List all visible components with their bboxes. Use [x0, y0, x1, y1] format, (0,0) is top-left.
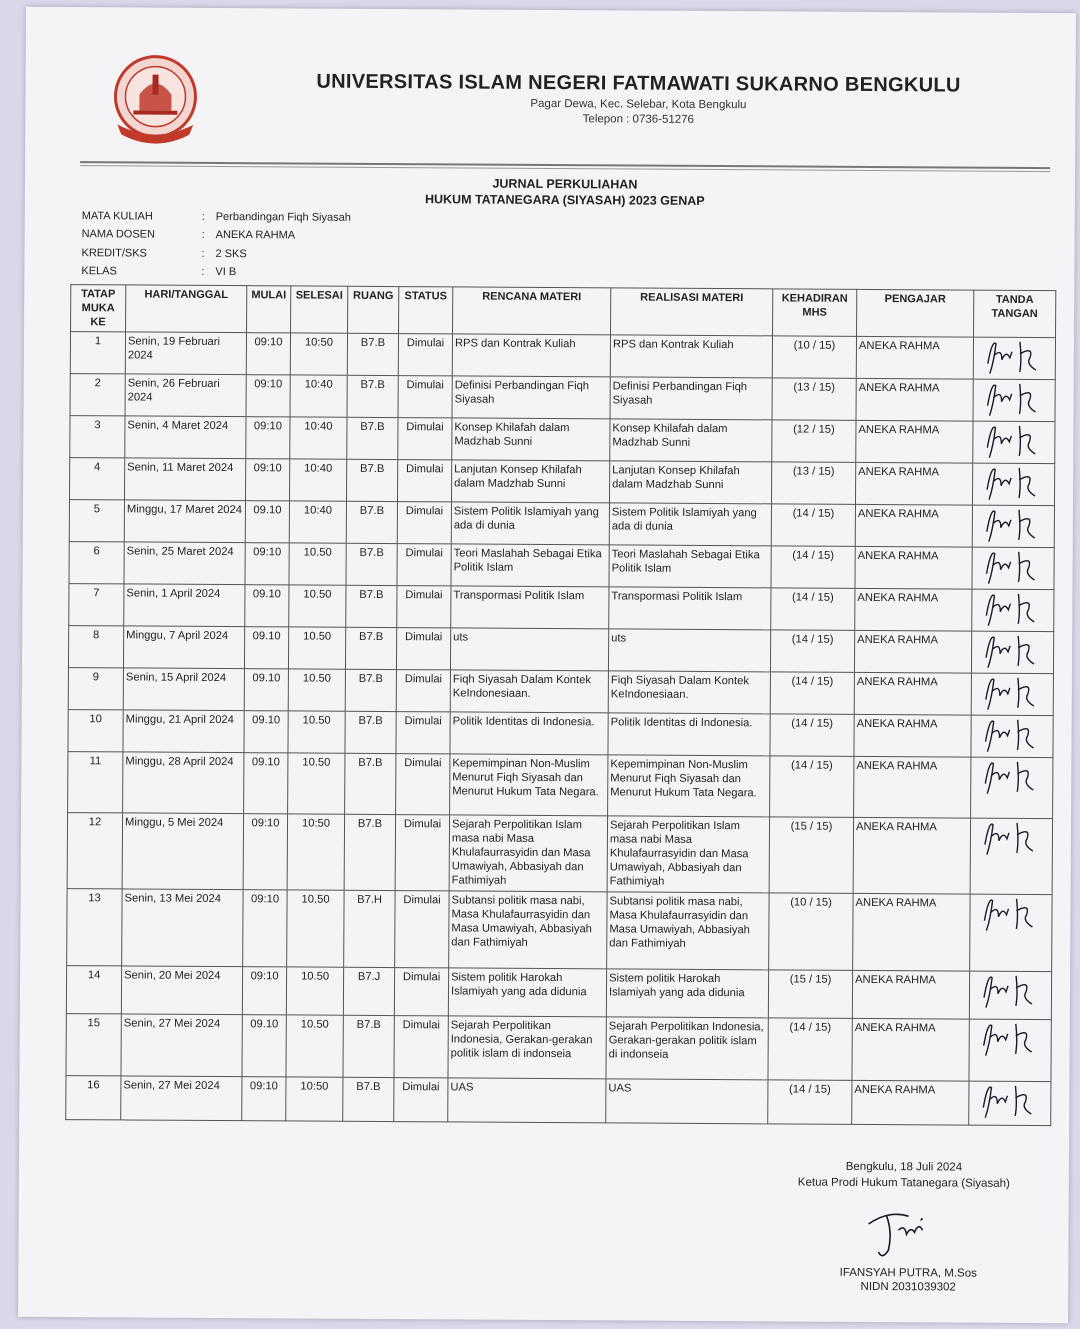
- attendance-cell: (15 / 15): [769, 817, 853, 894]
- planned-material-cell: Sistem politik Harokah Islamiyah yang ada didunia: [448, 968, 606, 1017]
- table-row: [68, 710, 1053, 758]
- room-cell: B7.H: [344, 890, 395, 967]
- status-cell: Dimulai: [397, 544, 451, 586]
- signature-icon: [975, 1078, 1045, 1122]
- planned-material-cell: RPS dan Kontrak Kuliah: [452, 334, 610, 377]
- realized-material-cell: uts: [608, 629, 770, 672]
- lecturer-cell: ANEKA RAHMA: [854, 756, 971, 818]
- status-cell: Dimulai: [397, 586, 451, 628]
- realized-material-cell: Fiqh Siyasah Dalam Kontek KeIndonesiaan.: [608, 671, 770, 714]
- signature-cell: [969, 1019, 1051, 1081]
- meeting-number-cell: 9: [68, 668, 123, 710]
- attendance-cell: (10 / 15): [772, 336, 856, 379]
- start-time-cell: 09:10: [246, 375, 290, 417]
- realized-material-cell: Politik Identitas di Indonesia.: [608, 713, 770, 756]
- attendance-cell: (14 / 15): [770, 756, 854, 818]
- start-time-cell: 09:10: [246, 417, 290, 459]
- signature-icon: [979, 418, 1049, 462]
- start-time-cell: 09:10: [246, 333, 290, 375]
- signature-icon: [977, 754, 1047, 798]
- meeting-date-cell: Senin, 4 Maret 2024: [125, 416, 246, 459]
- end-time-cell: 10.50: [286, 967, 343, 1015]
- lecturer-cell: ANEKA RAHMA: [853, 893, 970, 971]
- meeting-date-cell: Senin, 27 Mei 2024: [121, 1076, 242, 1121]
- room-cell: B7.B: [345, 711, 396, 753]
- table-header-row: [71, 285, 1056, 338]
- document-title: JURNAL PERKULIAHAN: [492, 176, 638, 192]
- status-cell: Dimulai: [396, 754, 450, 815]
- realized-material-cell: Sejarah Perpolitikan Indonesia, Gerakan-gerakan politik islam di indonseia: [606, 1017, 768, 1080]
- end-time-cell: 10.50: [288, 627, 345, 669]
- start-time-cell: 09:10: [245, 543, 289, 585]
- room-cell: B7.B: [347, 375, 398, 417]
- lecturer-cell: ANEKA RAHMA: [855, 546, 972, 589]
- col-header: RENCANA MATERI: [453, 287, 611, 335]
- course-info-row: KREDIT/SKS : 2 SKS: [81, 246, 247, 260]
- meeting-date-cell: Senin, 15 April 2024: [123, 668, 244, 711]
- room-cell: B7.B: [346, 543, 397, 585]
- realized-material-cell: RPS dan Kontrak Kuliah: [610, 335, 772, 378]
- planned-material-cell: Sistem Politik Islamiyah yang ada di dunia: [451, 502, 609, 545]
- planned-material-cell: Transpormasi Politik Islam: [451, 586, 609, 629]
- end-time-cell: 10.50: [289, 585, 346, 627]
- room-cell: B7.B: [346, 585, 397, 627]
- col-header: TATAP MUKA KE: [71, 285, 126, 332]
- table-row: [66, 1014, 1051, 1082]
- meeting-number-cell: 1: [70, 332, 125, 374]
- head-signature-icon: [858, 1202, 948, 1265]
- realized-material-cell: UAS: [606, 1079, 768, 1124]
- meeting-number-cell: 12: [67, 813, 122, 889]
- start-time-cell: 09.10: [242, 1015, 286, 1077]
- planned-material-cell: Konsep Khilafah dalam Madzhab Sunni: [452, 418, 610, 461]
- end-time-cell: 10.50: [289, 543, 346, 585]
- planned-material-cell: uts: [450, 628, 608, 671]
- attendance-cell: (10 / 15): [769, 893, 853, 971]
- course-info-row: NAMA DOSEN : ANEKA RAHMA: [81, 228, 296, 242]
- signature-cell: [972, 547, 1054, 590]
- end-time-cell: 10:40: [290, 375, 347, 417]
- start-time-cell: 09.10: [244, 753, 288, 814]
- planned-material-cell: Politik Identitas di Indonesia.: [450, 712, 608, 755]
- university-name: UNIVERSITAS ISLAM NEGERI FATMAWATI SUKARNO BENGKULU: [316, 70, 961, 97]
- start-time-cell: 09:10: [242, 1077, 286, 1121]
- table-row: [70, 374, 1055, 422]
- signature-cell: [973, 421, 1055, 464]
- col-header: KEHADIRAN MHS: [773, 289, 857, 337]
- attendance-cell: (14 / 15): [771, 546, 855, 589]
- planned-material-cell: Definisi Perbandingan Fiqh Siyasah: [452, 376, 610, 419]
- signature-icon: [977, 712, 1047, 756]
- start-time-cell: 09.10: [244, 711, 288, 753]
- col-header: REALISASI MATERI: [611, 288, 773, 336]
- col-header: MULAI: [247, 286, 291, 333]
- planned-material-cell: Lanjutan Konsep Khilafah dalam Madzhab Sunni: [451, 460, 609, 503]
- signature-cell: [971, 757, 1053, 818]
- meeting-date-cell: Senin, 27 Mei 2024: [121, 1014, 242, 1077]
- lecturer-cell: ANEKA RAHMA: [855, 588, 972, 631]
- lecturer-cell: ANEKA RAHMA: [856, 336, 973, 379]
- signature-cell: [973, 337, 1055, 380]
- signature-cell: [970, 818, 1052, 894]
- status-cell: Dimulai: [396, 670, 450, 712]
- status-cell: Dimulai: [394, 1016, 448, 1078]
- meeting-date-cell: Senin, 26 Februari 2024: [125, 374, 246, 417]
- end-time-cell: 10.50: [288, 753, 345, 814]
- meeting-number-cell: 6: [69, 542, 124, 584]
- signature-cell: [971, 715, 1053, 758]
- col-header: TANDA TANGAN: [974, 290, 1056, 338]
- signature-cell: [972, 505, 1054, 548]
- room-cell: B7.B: [347, 417, 398, 459]
- end-time-cell: 10.50: [288, 669, 345, 711]
- lecturer-cell: ANEKA RAHMA: [856, 378, 973, 421]
- signature-icon: [976, 891, 1046, 935]
- signature-icon: [977, 815, 1047, 859]
- table-row: [68, 626, 1053, 674]
- end-time-cell: 10:40: [289, 501, 346, 543]
- start-time-cell: 09.10: [245, 501, 289, 543]
- signature-cell: [969, 1081, 1051, 1126]
- university-logo-icon: [103, 54, 208, 147]
- realized-material-cell: Sistem politik Harokah Islamiyah yang ada didunia: [606, 969, 768, 1018]
- table-row: [70, 416, 1055, 464]
- meeting-number-cell: 7: [69, 584, 124, 626]
- attendance-cell: (14 / 15): [768, 1018, 852, 1081]
- meeting-date-cell: Minggu, 21 April 2024: [123, 710, 244, 753]
- meeting-date-cell: Minggu, 28 April 2024: [123, 752, 244, 814]
- lecturer-cell: ANEKA RAHMA: [855, 462, 972, 505]
- lecturer-cell: ANEKA RAHMA: [853, 817, 970, 894]
- signature-cell: [972, 589, 1054, 632]
- meeting-number-cell: 11: [68, 752, 123, 813]
- start-time-cell: 09.10: [244, 627, 288, 669]
- realized-material-cell: Kepemimpinan Non-Muslim Menurut Fiqh Siyasah dan Menurut Hukum Tata Negara.: [608, 755, 770, 817]
- journal-table: [65, 284, 1056, 1126]
- meeting-number-cell: 8: [68, 626, 123, 668]
- status-cell: Dimulai: [397, 502, 451, 544]
- status-cell: Dimulai: [396, 712, 450, 754]
- table-row: [66, 1076, 1051, 1126]
- realized-material-cell: Transpormasi Politik Islam: [609, 587, 771, 630]
- planned-material-cell: Teori Maslahah Sebagai Etika Politik Islam: [451, 544, 609, 587]
- realized-material-cell: Subtansi politik masa nabi, Masa Khulafaurrasyidin dan Masa Umawiyah, Abbasiyah dan Fathimiyah: [607, 892, 769, 970]
- meeting-number-cell: 14: [66, 966, 121, 1014]
- meeting-date-cell: Senin, 20 Mei 2024: [121, 966, 242, 1015]
- end-time-cell: 10.50: [287, 890, 344, 967]
- end-time-cell: 10.50: [286, 1015, 343, 1077]
- realized-material-cell: Sistem Politik Islamiyah yang ada di dunia: [609, 503, 771, 546]
- col-header: HARI/TANGGAL: [126, 285, 247, 333]
- signature-icon: [979, 460, 1049, 504]
- status-cell: Dimulai: [398, 418, 452, 460]
- status-cell: Dimulai: [394, 968, 448, 1016]
- signature-icon: [980, 376, 1050, 420]
- meeting-number-cell: 2: [70, 374, 125, 416]
- meeting-date-cell: Minggu, 17 Maret 2024: [124, 500, 245, 543]
- planned-material-cell: Subtansi politik masa nabi, Masa Khulafaurrasyidin dan Masa Umawiyah, Abbasiyah dan Fathimiyah: [449, 891, 607, 969]
- meeting-date-cell: Senin, 1 April 2024: [124, 584, 245, 627]
- table-row: [69, 542, 1054, 590]
- place-date: Bengkulu, 18 Juli 2024: [845, 1160, 963, 1174]
- signature-icon: [978, 544, 1048, 588]
- meeting-date-cell: Senin, 25 Maret 2024: [124, 542, 245, 585]
- status-cell: Dimulai: [397, 460, 451, 502]
- room-cell: B7.B: [343, 1077, 394, 1121]
- col-header: RUANG: [348, 286, 399, 333]
- col-header: STATUS: [399, 287, 453, 334]
- signature-icon: [976, 1016, 1046, 1060]
- table-row: [70, 332, 1055, 380]
- room-cell: B7.B: [345, 753, 396, 814]
- signature-icon: [980, 334, 1050, 378]
- attendance-cell: (13 / 15): [772, 378, 856, 421]
- lecturer-cell: ANEKA RAHMA: [852, 1018, 969, 1081]
- attendance-cell: (14 / 15): [771, 504, 855, 547]
- realized-material-cell: Teori Maslahah Sebagai Etika Politik Islam: [609, 545, 771, 588]
- realized-material-cell: Sejarah Perpolitikan Islam masa nabi Masa Khulafaurrasyidin dan Masa Umawiyah, Abbasiyah dan Fathimiyah: [607, 816, 769, 893]
- room-cell: B7.J: [343, 967, 394, 1015]
- end-time-cell: 10.50: [288, 711, 345, 753]
- end-time-cell: 10:50: [290, 333, 347, 375]
- attendance-cell: (14 / 15): [770, 714, 854, 757]
- room-cell: B7.B: [345, 627, 396, 669]
- attendance-cell: (14 / 15): [770, 672, 854, 715]
- status-cell: Dimulai: [396, 628, 450, 670]
- university-phone: Telepon : 0736-51276: [582, 113, 694, 126]
- table-row: [69, 584, 1054, 632]
- meeting-number-cell: 3: [70, 416, 125, 458]
- attendance-cell: (14 / 15): [768, 1080, 852, 1125]
- start-time-cell: 09:10: [243, 814, 287, 890]
- meeting-number-cell: 4: [70, 458, 125, 500]
- table-row: [67, 889, 1052, 972]
- meeting-date-cell: Minggu, 7 April 2024: [123, 626, 244, 669]
- lecturer-cell: ANEKA RAHMA: [854, 714, 971, 757]
- status-cell: Dimulai: [395, 891, 449, 968]
- start-time-cell: 09:10: [245, 459, 289, 501]
- signatory-role: Ketua Prodi Hukum Tatanegara (Siyasah): [797, 1176, 1010, 1190]
- lecturer-cell: ANEKA RAHMA: [854, 630, 971, 673]
- signature-icon: [978, 628, 1048, 672]
- start-time-cell: 09.10: [245, 585, 289, 627]
- table-row: [70, 458, 1055, 506]
- attendance-cell: (15 / 15): [768, 970, 852, 1019]
- signature-cell: [970, 894, 1052, 971]
- room-cell: B7.B: [346, 501, 397, 543]
- lecturer-cell: ANEKA RAHMA: [852, 1080, 969, 1125]
- col-header: PENGAJAR: [857, 289, 974, 337]
- university-address: Pagar Dewa, Kec. Selebar, Kota Bengkulu: [530, 97, 747, 112]
- end-time-cell: 10:40: [290, 417, 347, 459]
- status-cell: Dimulai: [398, 376, 452, 418]
- course-info-row: KELAS : VI B: [81, 265, 237, 278]
- attendance-cell: (12 / 15): [772, 420, 856, 463]
- signature-cell: [973, 379, 1055, 422]
- signature-icon: [979, 502, 1049, 546]
- signature-icon: [976, 968, 1046, 1012]
- room-cell: B7.B: [345, 669, 396, 711]
- start-time-cell: 09:10: [243, 890, 287, 967]
- table-row: [66, 966, 1051, 1020]
- meeting-date-cell: Senin, 11 Maret 2024: [125, 458, 246, 501]
- realized-material-cell: Lanjutan Konsep Khilafah dalam Madzhab Sunni: [609, 461, 771, 504]
- signature-cell: [971, 673, 1053, 716]
- document-page: [18, 7, 1076, 1323]
- meeting-date-cell: Minggu, 5 Mei 2024: [122, 813, 243, 890]
- table-row: [69, 500, 1054, 548]
- meeting-number-cell: 15: [66, 1014, 121, 1076]
- lecturer-cell: ANEKA RAHMA: [856, 420, 973, 463]
- meeting-date-cell: Senin, 19 Februari 2024: [125, 332, 246, 375]
- status-cell: Dimulai: [395, 815, 449, 891]
- realized-material-cell: Definisi Perbandingan Fiqh Siyasah: [610, 377, 772, 420]
- signatory-nidn: NIDN 2031039302: [860, 1280, 956, 1294]
- room-cell: B7.B: [344, 814, 395, 890]
- meeting-number-cell: 5: [69, 500, 124, 542]
- lecturer-cell: ANEKA RAHMA: [855, 504, 972, 547]
- lecturer-cell: ANEKA RAHMA: [852, 970, 969, 1019]
- planned-material-cell: Fiqh Siyasah Dalam Kontek KeIndonesiaan.: [450, 670, 608, 713]
- end-time-cell: 10:50: [286, 1077, 343, 1121]
- attendance-cell: (14 / 15): [771, 588, 855, 631]
- end-time-cell: 10:50: [287, 814, 344, 890]
- lecturer-cell: ANEKA RAHMA: [854, 672, 971, 715]
- signatory-name: IFANSYAH PUTRA, M.Sos: [839, 1266, 977, 1280]
- planned-material-cell: Sejarah Perpolitikan Islam masa nabi Masa Khulafaurrasyidin dan Masa Umawiyah, Abbasiyah dan Fathimiyah: [449, 815, 607, 892]
- meeting-number-cell: 13: [67, 889, 122, 966]
- signature-cell: [969, 971, 1051, 1020]
- realized-material-cell: Konsep Khilafah dalam Madzhab Sunni: [610, 419, 772, 462]
- table-row: [67, 813, 1052, 895]
- meeting-date-cell: Senin, 13 Mei 2024: [122, 889, 243, 967]
- planned-material-cell: Kepemimpinan Non-Muslim Menurut Fiqh Siyasah dan Menurut Hukum Tata Negara.: [450, 754, 608, 816]
- planned-material-cell: UAS: [448, 1078, 606, 1123]
- room-cell: B7.B: [346, 459, 397, 501]
- signature-icon: [978, 586, 1048, 630]
- start-time-cell: 09.10: [244, 669, 288, 711]
- status-cell: Dimulai: [394, 1078, 448, 1122]
- attendance-cell: (14 / 15): [770, 630, 854, 673]
- planned-material-cell: Sejarah Perpolitikan Indonesia, Gerakan-gerakan politik islam di indonseia: [448, 1016, 606, 1079]
- meeting-number-cell: 10: [68, 710, 123, 752]
- signature-icon: [978, 670, 1048, 714]
- course-info-row: MATA KULIAH : Perbandingan Fiqh Siyasah: [81, 210, 351, 224]
- meeting-number-cell: 16: [66, 1076, 121, 1120]
- course-info: [81, 210, 351, 285]
- table-row: [68, 668, 1053, 716]
- room-cell: B7.B: [347, 333, 398, 375]
- start-time-cell: 09:10: [242, 967, 286, 1015]
- signature-cell: [971, 631, 1053, 674]
- room-cell: B7.B: [343, 1015, 394, 1077]
- table-row: [68, 752, 1053, 819]
- end-time-cell: 10:40: [289, 459, 346, 501]
- attendance-cell: (13 / 15): [771, 462, 855, 505]
- status-cell: Dimulai: [398, 334, 452, 376]
- col-header: SELESAI: [291, 286, 348, 333]
- document-subtitle: HUKUM TATANEGARA (SIYASAH) 2023 GENAP: [424, 192, 705, 208]
- signature-cell: [972, 463, 1054, 506]
